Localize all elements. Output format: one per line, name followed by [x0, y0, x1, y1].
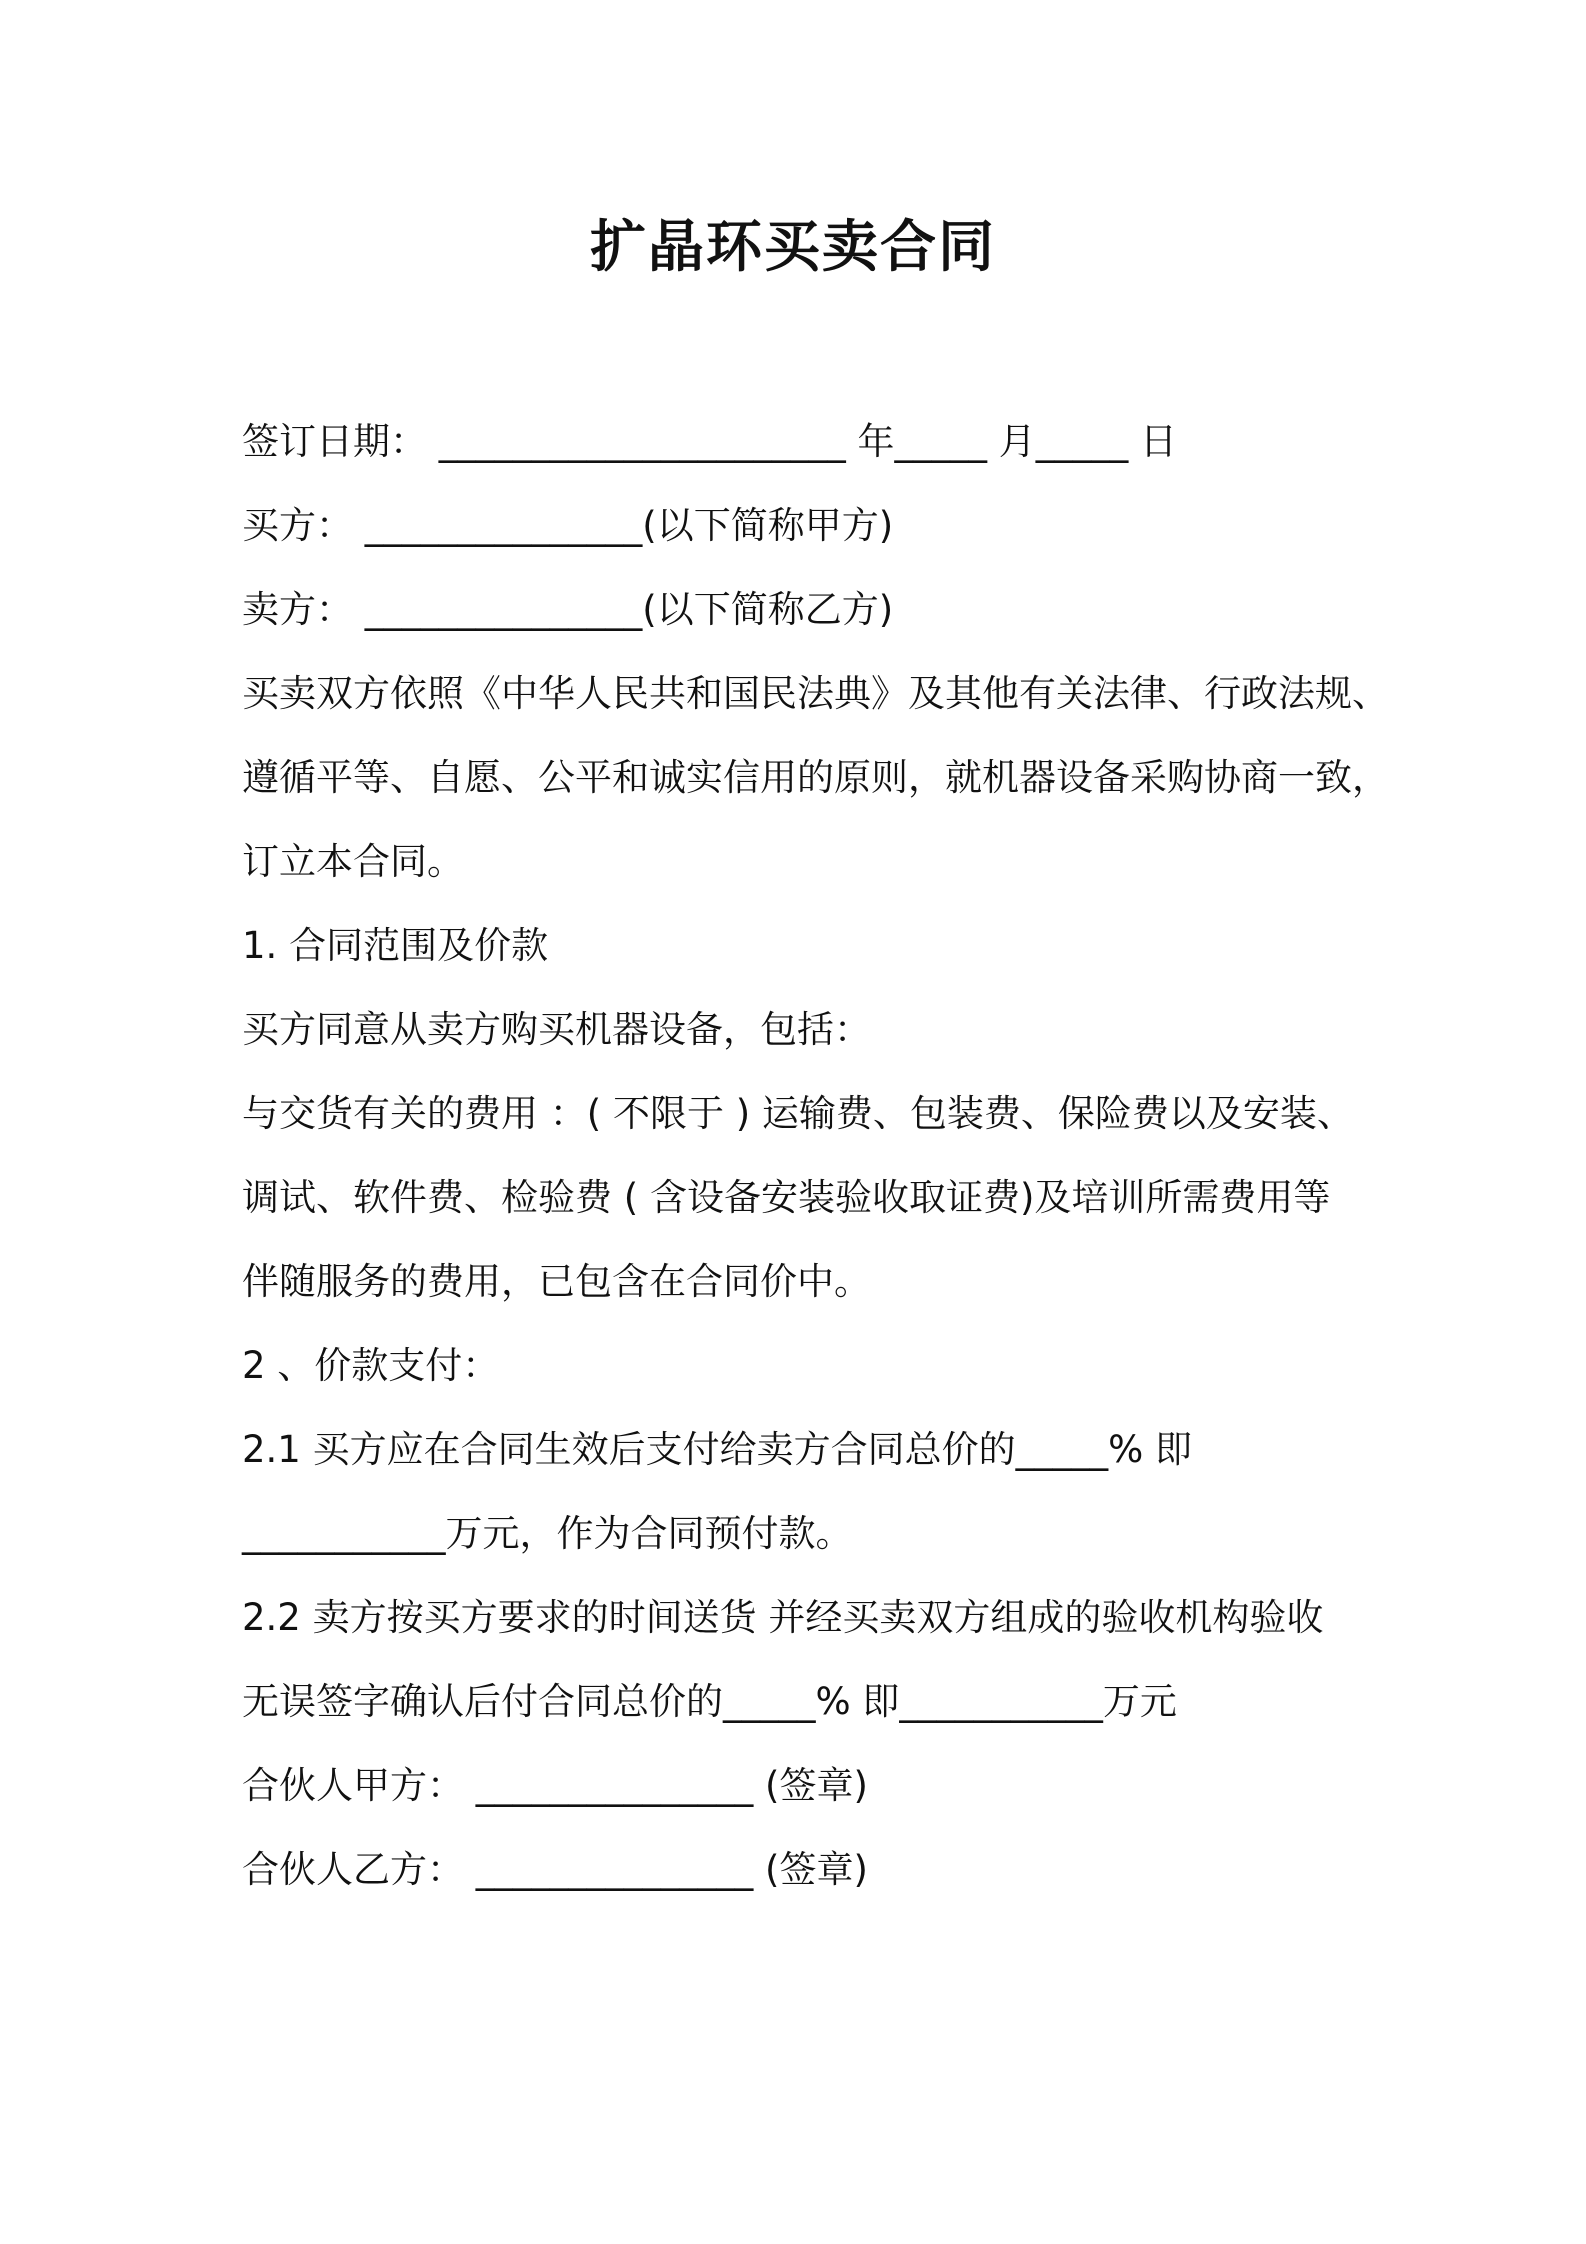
clause-2-2-line-2: 无误签字确认后付合同总价的_____% 即___________万元 [242, 1680, 1177, 1723]
section-1-line-4: 伴随服务的费用，已包含在合同价中。 [242, 1260, 871, 1303]
section-2-heading: 2 、价款支付： [242, 1344, 500, 1387]
partner-b-signature-line: 合伙人乙方： _______________ (签章) [242, 1848, 868, 1891]
section-1-line-2: 与交货有关的费用 ：( 不限于 ) 运输费、包装费、保险费以及安装、 [242, 1092, 1354, 1135]
preamble-line-3: 订立本合同。 [242, 840, 464, 883]
section-1-heading: 1. 合同范围及价款 [242, 924, 549, 967]
clause-2-1-line-2: ___________万元，作为合同预付款。 [242, 1512, 853, 1555]
clause-2-2-line-1: 2.2 卖方按买方要求的时间送货 并经买卖双方组成的验收机构验收 [242, 1596, 1324, 1639]
document-title: 扩晶环买卖合同 [590, 215, 996, 280]
clause-2-1-line-1: 2.1 买方应在合同生效后支付给卖方合同总价的_____% 即 [242, 1428, 1193, 1471]
section-1-line-3: 调试、软件费、检验费 ( 含设备安装验收取证费)及培训所需费用等 [242, 1176, 1331, 1219]
preamble-line-1: 买卖双方依照《中华人民共和国民法典》及其他有关法律、行政法规、 [242, 672, 1389, 715]
section-1-line-1: 买方同意从卖方购买机器设备，包括： [242, 1008, 871, 1051]
document-body [242, 400, 1389, 1912]
seller-line: 卖方： _______________(以下简称乙方) [242, 588, 894, 631]
preamble-line-2: 遵循平等、自愿、公平和诚实信用的原则，就机器设备采购协商一致， [242, 756, 1389, 799]
partner-a-signature-line: 合伙人甲方： _______________ (签章) [242, 1764, 868, 1807]
sign-date-line: 签订日期： ______________________ 年_____ 月_____ 日 [242, 420, 1178, 463]
buyer-line: 买方： _______________(以下简称甲方) [242, 504, 894, 547]
